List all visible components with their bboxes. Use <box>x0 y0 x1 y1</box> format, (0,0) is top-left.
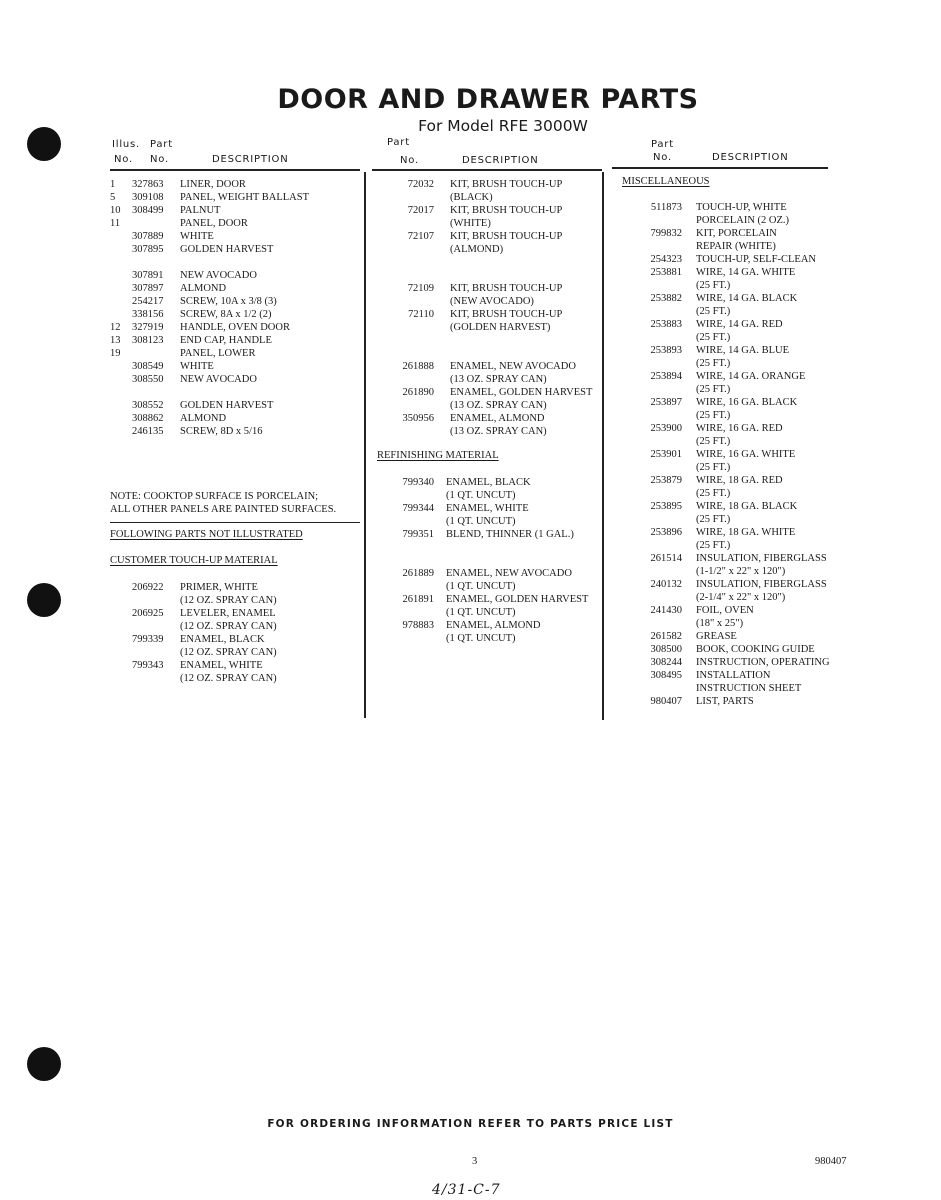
table-row: (25 FT.) <box>696 306 731 317</box>
table-row: 261514 INSULATION, FIBERGLASS <box>650 553 827 564</box>
header-part-col3: Part <box>651 139 674 150</box>
column-divider-left <box>364 172 366 718</box>
table-row: (1 QT. UNCUT) <box>446 607 516 618</box>
table-row: 307889 WHITE <box>132 231 214 242</box>
table-row: 241430 FOIL, OVEN <box>650 605 754 616</box>
table-row: 261582 GREASE <box>650 631 737 642</box>
table-row <box>372 347 602 360</box>
header-no-col2: No. <box>400 155 420 166</box>
table-row: (1 QT. UNCUT) <box>446 633 516 644</box>
table-row <box>372 269 602 282</box>
table-row <box>372 334 602 347</box>
table-row <box>372 541 602 554</box>
col2-parts-list <box>372 178 602 438</box>
table-row: 253896 WIRE, 18 GA. WHITE <box>650 527 796 538</box>
binder-hole-bottom <box>27 1047 61 1081</box>
table-row: (1 QT. UNCUT) <box>446 581 516 592</box>
page-title: DOOR AND DRAWER PARTS <box>277 84 699 115</box>
table-row: 240132 INSULATION, FIBERGLASS <box>650 579 827 590</box>
table-row: 72109 KIT, BRUSH TOUCH-UP <box>407 283 563 294</box>
table-row: 511873 TOUCH-UP, WHITE <box>650 202 787 213</box>
table-row: (12 OZ. SPRAY CAN) <box>180 621 277 632</box>
table-row: 261888 ENAMEL, NEW AVOCADO <box>402 361 576 372</box>
table-row: PORCELAIN (2 OZ.) <box>696 215 790 226</box>
miscellaneous-heading: MISCELLANEOUS <box>622 176 710 187</box>
table-row: 261889 ENAMEL, NEW AVOCADO <box>402 568 572 579</box>
table-row: (12 OZ. SPRAY CAN) <box>180 647 277 658</box>
table-row: 206922 PRIMER, WHITE <box>132 582 258 593</box>
table-row: 307891 NEW AVOCADO <box>132 270 257 281</box>
table-row: 246135 SCREW, 8D x 5/16 <box>132 426 263 437</box>
table-row: 307895 GOLDEN HARVEST <box>132 244 274 255</box>
table-row: 253882 WIRE, 14 GA. BLACK <box>650 293 798 304</box>
table-row: 11 PANEL, DOOR <box>110 218 248 229</box>
table-row: REPAIR (WHITE) <box>696 241 776 252</box>
table-row: 13 308123 END CAP, HANDLE <box>110 335 272 346</box>
binder-hole-middle <box>27 583 61 617</box>
table-row: (25 FT.) <box>696 462 731 473</box>
handwritten-note: 4/31-C-7 <box>432 1182 501 1198</box>
table-row <box>110 256 360 269</box>
table-row: 253883 WIRE, 14 GA. RED <box>650 319 783 330</box>
table-row: (13 OZ. SPRAY CAN) <box>450 374 547 385</box>
table-row: (1-1/2" x 22" x 120") <box>696 566 786 577</box>
table-row: 308862 ALMOND <box>132 413 227 424</box>
table-row: 1 327863 LINER, DOOR <box>110 179 246 190</box>
column-divider-right <box>602 172 604 720</box>
table-row: (1 QT. UNCUT) <box>446 490 516 501</box>
table-row: (BLACK) <box>450 192 493 203</box>
table-row: (13 OZ. SPRAY CAN) <box>450 400 547 411</box>
table-row: 254217 SCREW, 10A x 3/8 (3) <box>132 296 277 307</box>
table-row: 253897 WIRE, 16 GA. BLACK <box>650 397 798 408</box>
table-row: (25 FT.) <box>696 384 731 395</box>
table-row <box>110 386 360 399</box>
table-row <box>372 256 602 269</box>
table-row: 10 308499 PALNUT <box>110 205 221 216</box>
table-row: (NEW AVOCADO) <box>450 296 534 307</box>
table-row: 261891 ENAMEL, GOLDEN HARVEST <box>402 594 589 605</box>
following-parts-heading: FOLLOWING PARTS NOT ILLUSTRATED <box>110 529 303 540</box>
header-no-col3: No. <box>653 152 673 163</box>
table-row: 308495 INSTALLATION <box>650 670 771 681</box>
table-row: 799832 KIT, PORCELAIN <box>650 228 777 239</box>
table-row: 72032 KIT, BRUSH TOUCH-UP <box>407 179 563 190</box>
table-row: 799339 ENAMEL, BLACK <box>132 634 265 645</box>
header-illus: Illus. <box>112 139 141 150</box>
header-description-col1: DESCRIPTION <box>212 154 289 165</box>
table-row: 261890 ENAMEL, GOLDEN HARVEST <box>402 387 593 398</box>
table-row: 308552 GOLDEN HARVEST <box>132 400 274 411</box>
table-row: (25 FT.) <box>696 488 731 499</box>
table-row: 253879 WIRE, 18 GA. RED <box>650 475 783 486</box>
table-row: (1 QT. UNCUT) <box>446 516 516 527</box>
table-row: 253894 WIRE, 14 GA. ORANGE <box>650 371 806 382</box>
col1-parts-list <box>110 178 360 438</box>
table-row: (12 OZ. SPRAY CAN) <box>180 673 277 684</box>
note-line-2: ALL OTHER PANELS ARE PAINTED SURFACES. <box>110 504 337 515</box>
table-row: (ALMOND) <box>450 244 504 255</box>
table-row: (18" x 25") <box>696 618 744 629</box>
page-subtitle: For Model RFE 3000W <box>418 117 588 135</box>
table-row: (25 FT.) <box>696 410 731 421</box>
table-row: (12 OZ. SPRAY CAN) <box>180 595 277 606</box>
header-part-col1: Part <box>150 139 173 150</box>
document-number: 980407 <box>815 1156 847 1167</box>
col1-touchup-list <box>110 581 360 685</box>
table-row: 308550 NEW AVOCADO <box>132 374 257 385</box>
header-rule-col1 <box>110 169 360 171</box>
table-row: 72017 KIT, BRUSH TOUCH-UP <box>407 205 563 216</box>
header-rule-col3 <box>612 167 828 169</box>
note-line-1: NOTE: COOKTOP SURFACE IS PORCELAIN; <box>110 491 319 502</box>
ordering-info-footer: FOR ORDERING INFORMATION REFER TO PARTS PRICE LIST <box>267 1118 674 1130</box>
table-row: 308244 INSTRUCTION, OPERATING <box>650 657 830 668</box>
table-row: 254323 TOUCH-UP, SELF-CLEAN <box>650 254 816 265</box>
table-row: 5 309108 PANEL, WEIGHT BALLAST <box>110 192 310 203</box>
page-number: 3 <box>472 1156 478 1167</box>
col2-refinishing-list <box>372 476 602 645</box>
table-row: (25 FT.) <box>696 436 731 447</box>
table-row: 253895 WIRE, 18 GA. BLACK <box>650 501 798 512</box>
table-row: 799340 ENAMEL, BLACK <box>402 477 531 488</box>
table-row: 253901 WIRE, 16 GA. WHITE <box>650 449 796 460</box>
header-description-col2: DESCRIPTION <box>462 155 539 166</box>
table-row: (WHITE) <box>450 218 491 229</box>
table-row: (25 FT.) <box>696 540 731 551</box>
table-row: 799343 ENAMEL, WHITE <box>132 660 263 671</box>
header-no-part-col1: No. <box>150 154 170 165</box>
table-row: 19 PANEL, LOWER <box>110 348 256 359</box>
customer-touchup-heading: CUSTOMER TOUCH-UP MATERIAL <box>110 555 278 566</box>
table-row: 72110 KIT, BRUSH TOUCH-UP <box>408 309 563 320</box>
table-row: 307897 ALMOND <box>132 283 227 294</box>
table-row: 799344 ENAMEL, WHITE <box>402 503 529 514</box>
header-rule-col2 <box>372 169 602 171</box>
table-row: 308500 BOOK, COOKING GUIDE <box>650 644 815 655</box>
table-row: 253893 WIRE, 14 GA. BLUE <box>650 345 790 356</box>
table-row: 253900 WIRE, 16 GA. RED <box>650 423 783 434</box>
table-row: 350956 ENAMEL, ALMOND <box>402 413 545 424</box>
table-row: 12 327919 HANDLE, OVEN DOOR <box>110 322 290 333</box>
table-row: 978883 ENAMEL, ALMOND <box>402 620 541 631</box>
table-row: (2-1/4" x 22" x 120") <box>696 592 786 603</box>
table-row: INSTRUCTION SHEET <box>696 683 802 694</box>
table-row: 206925 LEVELER, ENAMEL <box>132 608 276 619</box>
refinishing-heading: REFINISHING MATERIAL <box>377 450 499 461</box>
table-row: (25 FT.) <box>696 280 731 291</box>
table-row: 799351 BLEND, THINNER (1 GAL.) <box>402 529 574 540</box>
table-row: 308549 WHITE <box>132 361 214 372</box>
table-row: (25 FT.) <box>696 514 731 525</box>
header-description-col3: DESCRIPTION <box>712 152 789 163</box>
col3-parts-list <box>612 201 852 708</box>
table-row: 253881 WIRE, 14 GA. WHITE <box>650 267 796 278</box>
table-row <box>372 554 602 567</box>
table-row: (25 FT.) <box>696 358 731 369</box>
header-part-col2: Part <box>387 137 410 148</box>
table-row: 338156 SCREW, 8A x 1/2 (2) <box>132 309 272 320</box>
header-no-illus: No. <box>114 154 134 165</box>
table-row: (13 OZ. SPRAY CAN) <box>450 426 547 437</box>
table-row: 980407 LIST, PARTS <box>650 696 754 707</box>
note-rule <box>110 522 360 523</box>
table-row: (25 FT.) <box>696 332 731 343</box>
table-row: 72107 KIT, BRUSH TOUCH-UP <box>407 231 563 242</box>
table-row: (GOLDEN HARVEST) <box>450 322 551 333</box>
